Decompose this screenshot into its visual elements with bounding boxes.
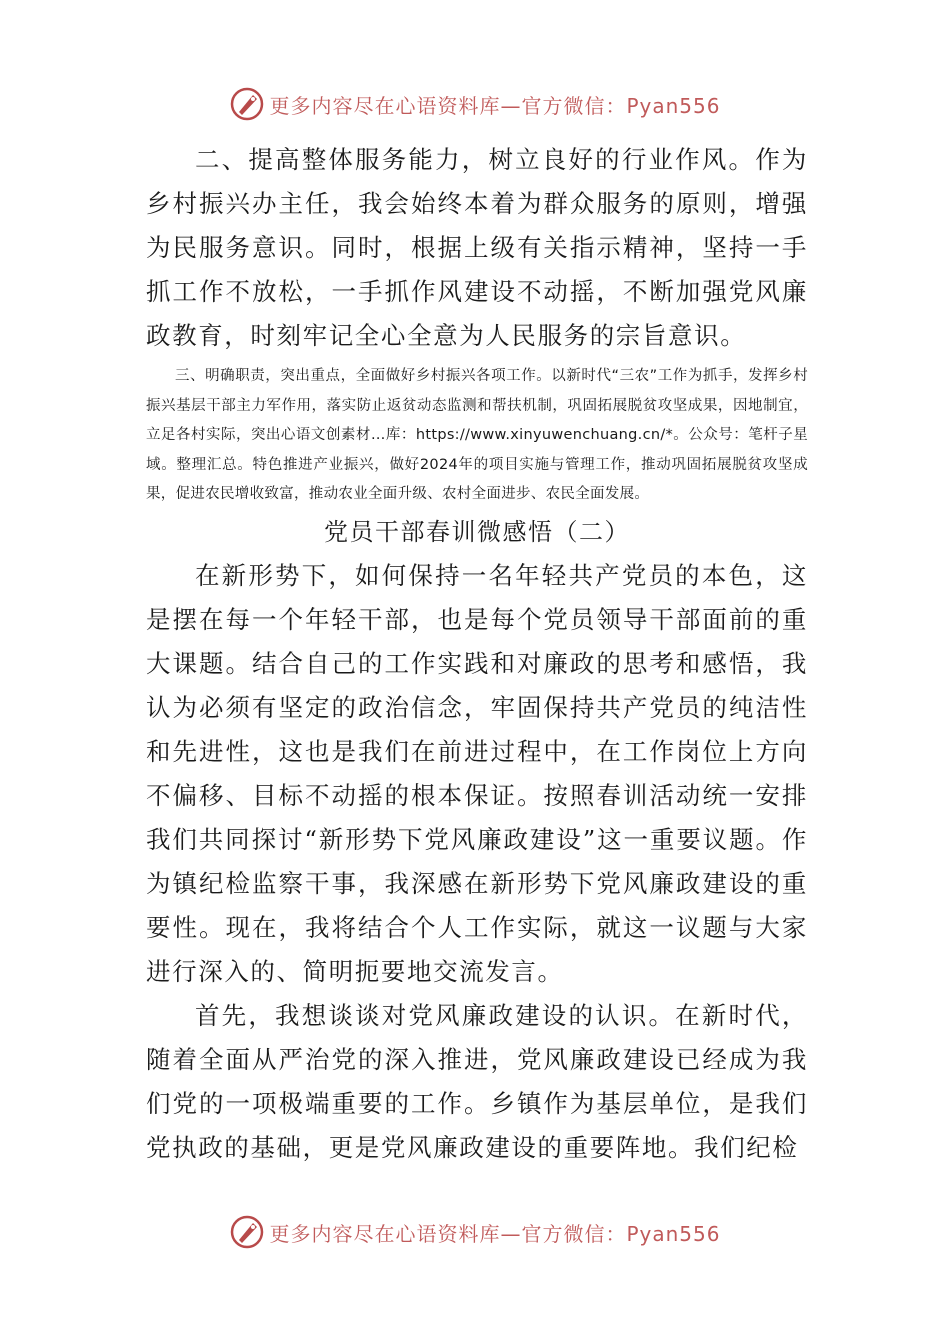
watermark-text: 更多内容尽在心语资料库—官方微信：Pyan556 bbox=[269, 93, 721, 118]
paragraph-new-situation: 在新形势下，如何保持一名年轻共产党员的本色，这是摆在每一个年轻干部，也是每个党员领导干部面前的重大课题。结合自己的工作实践和对廉政的思考和感悟，我认为必须有坚定的政治信念，牢固保持共产党员的纯洁性和先进性，这也是我们在前进过程中，在工作岗位上方向不偏移、目标不动摇的根本保证。按照春训活动统一安排我们共同探讨“新形势下党风廉政建设”这一重要议题。作为镇纪检监察干事，我深感在新形势下党风廉政建设的重要性。现在，我将结合个人工作实际，就这一议题与大家进行深入的、简明扼要地交流发言。 bbox=[146, 560, 808, 986]
paragraph-rural-revitalization: 三、明确职责，突出重点，全面做好乡村振兴各项工作。以新时代“三农”工作为抓手，发挥乡村振兴基层干部主力军作用，落实防止返贫动态监测和帮扶机制，巩固拓展脱贫攻坚成果，因地制宜，立足各村实际，突出心语文创素材…库：https://www.xinyuwenchuang.cn/*。公众号：笔杆子星域。整理汇总。特色推进产业振兴，做好2024年的项目实施与管理工作，推动巩固拓展脱贫攻坚成果，促进农民增收致富，推动农业全面升级、农村全面进步、农民全面发展。 bbox=[146, 368, 808, 503]
document-body bbox=[146, 138, 808, 1170]
paragraph-service-ability: 二、提高整体服务能力，树立良好的行业作风。作为乡村振兴办主任，我会始终本着为群众服务的原则，增强为民服务意识。同时，根据上级有关指示精神，坚持一手抓工作不放松，一手抓作风建设不动摇，不断加强党风廉政教育，时刻牢记全心全意为人民服务的宗旨意识。 bbox=[146, 145, 808, 350]
watermark-banner-top bbox=[0, 84, 950, 124]
watermark-banner-bottom bbox=[0, 1212, 950, 1252]
pen-nib-logo-icon bbox=[229, 1214, 265, 1250]
watermark-text: 更多内容尽在心语资料库—官方微信：Pyan556 bbox=[269, 1221, 721, 1246]
section-heading: 党员干部春训微感悟（二） bbox=[324, 517, 630, 546]
paragraph-understanding: 首先，我想谈谈对党风廉政建设的认识。在新时代，随着全面从严治党的深入推进，党风廉政建设已经成为我们党的一项极端重要的工作。乡镇作为基层单位，是我们党执政的基础，更是党风廉政建设的重要阵地。我们纪检 bbox=[146, 1000, 808, 1162]
pen-nib-logo-icon bbox=[229, 86, 265, 122]
